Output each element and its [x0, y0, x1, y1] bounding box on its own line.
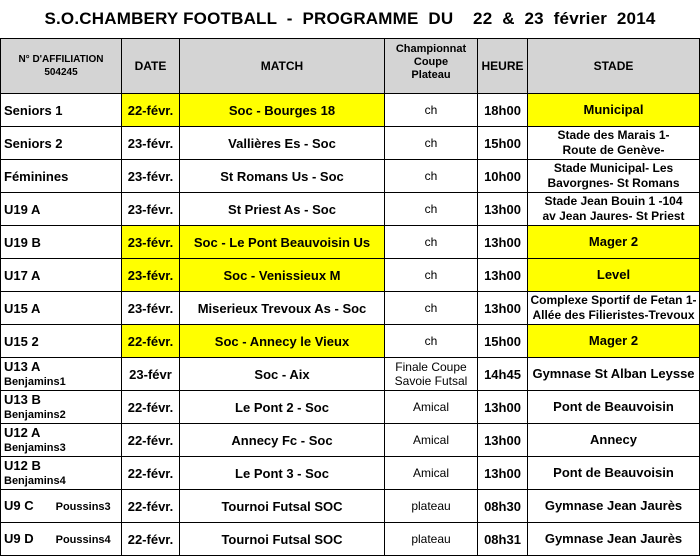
header-date: DATE [122, 39, 180, 94]
header-affiliation-label: N° D'AFFILIATION [18, 54, 104, 65]
competition-type: Amical [412, 466, 449, 480]
team-category: Benjamins2 [4, 408, 66, 421]
team-name: Féminines [4, 168, 69, 184]
team-cell [1, 127, 122, 160]
team-cell [1, 457, 122, 490]
time-cell: 13h00 [478, 391, 528, 424]
stadium-name: Gymnase Jean Jaurès [544, 531, 683, 546]
team-name: U13 A [4, 358, 41, 374]
competition-type: ch [424, 301, 438, 315]
table-row [1, 160, 700, 193]
stadium-name: Stade des Marais 1- [557, 127, 670, 142]
stadium-name: Stade Municipal- Les [553, 160, 674, 175]
stadium-cell [528, 292, 700, 325]
competition-type: Finale Coupe [395, 360, 467, 374]
competition-type: ch [424, 334, 438, 348]
team-name: U9 C [4, 497, 34, 513]
match-cell: Miserieux Trevoux As - Soc [180, 292, 385, 325]
date-cell: 22-févr. [122, 424, 180, 457]
date-cell: 23-févr. [122, 259, 180, 292]
header-row [1, 39, 700, 94]
date-cell: 23-févr. [122, 160, 180, 193]
time-cell: 13h00 [478, 424, 528, 457]
match-cell: Soc - Venissieux M [180, 259, 385, 292]
competition-type: ch [424, 268, 438, 282]
table-row [1, 490, 700, 523]
date-cell: 22-févr. [122, 325, 180, 358]
table-row [1, 94, 700, 127]
table-row [1, 193, 700, 226]
competition-type: ch [424, 169, 438, 183]
match-cell: Le Pont 2 - Soc [180, 391, 385, 424]
stadium-name: Municipal [583, 102, 644, 117]
team-name: U17 A [4, 267, 41, 283]
match-cell: Soc - Le Pont Beauvoisin Us [180, 226, 385, 259]
stadium-address: Route de Genève- [562, 142, 665, 157]
competition-type: plateau [411, 499, 451, 513]
date-cell: 22-févr. [122, 457, 180, 490]
competition-cell [385, 226, 478, 259]
date-cell: 23-févr. [122, 127, 180, 160]
match-cell: Soc - Bourges 18 [180, 94, 385, 127]
header-championnat-line3: Plateau [411, 69, 451, 81]
date-cell: 22-févr. [122, 490, 180, 523]
time-cell: 18h00 [478, 94, 528, 127]
time-cell: 13h00 [478, 193, 528, 226]
stadium-name: Mager 2 [588, 234, 639, 249]
table-row [1, 391, 700, 424]
stadium-name: Complexe Sportif de Fetan 1- [530, 292, 697, 307]
team-category: Benjamins4 [4, 474, 66, 487]
stadium-name: Mager 2 [588, 333, 639, 348]
stadium-name: Annecy [590, 432, 637, 447]
date-cell: 22-févr. [122, 523, 180, 556]
stadium-address: Allée des Filieristes-Trevoux [532, 307, 695, 322]
header-championnat-line2: Coupe [413, 56, 449, 68]
stadium-cell [528, 259, 700, 292]
team-name: U19 B [4, 234, 41, 250]
time-cell: 15h00 [478, 127, 528, 160]
team-cell [1, 292, 122, 325]
team-name: U19 A [4, 201, 41, 217]
stadium-cell [528, 490, 700, 523]
competition-cell [385, 490, 478, 523]
stadium-cell [528, 457, 700, 490]
stadium-name: Pont de Beauvoisin [553, 399, 674, 414]
team-cell [1, 259, 122, 292]
competition-cell [385, 193, 478, 226]
stadium-cell [528, 160, 700, 193]
time-cell: 08h30 [478, 490, 528, 523]
date-cell: 23-févr [122, 358, 180, 391]
schedule-table [0, 38, 700, 556]
match-cell: Soc - Aix [180, 358, 385, 391]
time-cell: 15h00 [478, 325, 528, 358]
match-cell: Tournoi Futsal SOC [180, 490, 385, 523]
competition-cell [385, 325, 478, 358]
competition-cell [385, 391, 478, 424]
team-category: Poussins3 [55, 500, 111, 513]
competition-cell [385, 160, 478, 193]
competition-cell [385, 457, 478, 490]
stadium-cell [528, 424, 700, 457]
stadium-name: Gymnase St Alban Leysse [532, 366, 695, 381]
team-cell [1, 226, 122, 259]
stadium-address: av Jean Jaures- St Priest [542, 208, 685, 223]
team-cell [1, 358, 122, 391]
time-cell: 13h00 [478, 226, 528, 259]
stadium-name: Stade Jean Bouin 1 -104 [544, 193, 683, 208]
time-cell: 08h31 [478, 523, 528, 556]
team-name: U13 B [4, 391, 41, 407]
team-category: Poussins4 [55, 533, 111, 546]
team-cell [1, 391, 122, 424]
competition-cell [385, 424, 478, 457]
header-heure: HEURE [478, 39, 528, 94]
team-cell [1, 160, 122, 193]
table-row [1, 226, 700, 259]
header-affiliation [1, 39, 122, 94]
competition-type: ch [424, 103, 438, 117]
competition-type: ch [424, 202, 438, 216]
header-stade: STADE [528, 39, 700, 94]
match-cell: St Romans Us - Soc [180, 160, 385, 193]
competition-cell [385, 259, 478, 292]
table-row [1, 127, 700, 160]
team-name: Seniors 2 [4, 135, 63, 151]
match-cell: St Priest As - Soc [180, 193, 385, 226]
header-championnat [385, 39, 478, 94]
time-cell: 13h00 [478, 292, 528, 325]
team-cell [1, 325, 122, 358]
time-cell: 13h00 [478, 259, 528, 292]
stadium-cell [528, 226, 700, 259]
team-name: U12 A [4, 424, 41, 440]
stadium-name: Level [596, 267, 631, 282]
match-cell: Vallières Es - Soc [180, 127, 385, 160]
stadium-name: Pont de Beauvoisin [553, 465, 674, 480]
competition-cell [385, 94, 478, 127]
stadium-cell [528, 358, 700, 391]
header-match: MATCH [180, 39, 385, 94]
competition-type-line2: Savoie Futsal [394, 374, 468, 388]
team-name: U12 B [4, 457, 41, 473]
competition-cell [385, 292, 478, 325]
page-title: S.O.CHAMBERY FOOTBALL - PROGRAMME DU 22 & 23 février 2014 [44, 9, 656, 28]
match-cell: Tournoi Futsal SOC [180, 523, 385, 556]
team-name: U9 D [4, 530, 34, 546]
match-cell: Le Pont 3 - Soc [180, 457, 385, 490]
date-cell: 22-févr. [122, 94, 180, 127]
time-cell: 14h45 [478, 358, 528, 391]
competition-type: Amical [412, 400, 449, 414]
table-row [1, 259, 700, 292]
team-category: Benjamins3 [4, 441, 66, 454]
team-cell [1, 193, 122, 226]
competition-type: ch [424, 235, 438, 249]
team-name: U15 A [4, 300, 41, 316]
stadium-cell [528, 127, 700, 160]
table-row [1, 424, 700, 457]
header-championnat-line1: Championnat [395, 43, 467, 55]
competition-cell [385, 127, 478, 160]
date-cell: 23-févr. [122, 292, 180, 325]
stadium-cell [528, 94, 700, 127]
team-cell [1, 94, 122, 127]
stadium-cell [528, 325, 700, 358]
time-cell: 10h00 [478, 160, 528, 193]
date-cell: 23-févr. [122, 226, 180, 259]
table-row [1, 325, 700, 358]
table-row [1, 358, 700, 391]
table-row [1, 292, 700, 325]
team-name: Seniors 1 [4, 102, 63, 118]
stadium-cell [528, 391, 700, 424]
competition-type: Amical [412, 433, 449, 447]
stadium-name: Gymnase Jean Jaurès [544, 498, 683, 513]
match-cell: Annecy Fc - Soc [180, 424, 385, 457]
team-name: U15 2 [4, 333, 39, 349]
team-cell [1, 490, 122, 523]
match-cell: Soc - Annecy le Vieux [180, 325, 385, 358]
stadium-address: Bavorgnes- St Romans [547, 175, 680, 190]
time-cell: 13h00 [478, 457, 528, 490]
stadium-cell [528, 193, 700, 226]
date-cell: 23-févr. [122, 193, 180, 226]
competition-type: plateau [411, 532, 451, 546]
team-category: Benjamins1 [4, 375, 66, 388]
header-affiliation-number: 504245 [44, 67, 78, 78]
table-row [1, 457, 700, 490]
date-cell: 22-févr. [122, 391, 180, 424]
competition-cell [385, 358, 478, 391]
team-cell [1, 424, 122, 457]
competition-type: ch [424, 136, 438, 150]
